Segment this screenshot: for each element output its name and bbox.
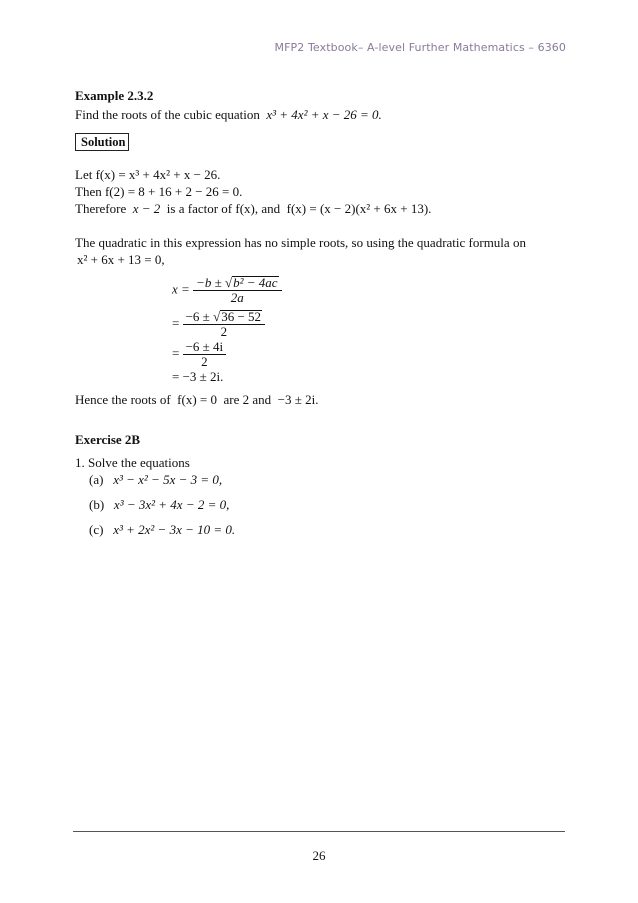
footer-rule [73,831,565,832]
formula-den2: 2 [220,324,228,339]
hence-line [75,392,318,408]
part-b-equation: x³ − 3x² + 4x − 2 = 0, [113,497,230,512]
formula-line-3: = $\frac{-6 \pm 4i}{2}$ [172,340,226,369]
therefore-factor: x − 2 [132,201,161,216]
quadratic-equation: x² + 6x + 13 = 0, [77,252,165,267]
therefore-line [75,201,431,217]
part-c-equation: x³ + 2x² − 3x − 10 = 0. [113,522,236,537]
part-a-label: (a) [89,472,104,487]
problem-text: Find the roots of the cubic equation [75,107,260,122]
formula-line-2: = $\frac{-6 \pm √36 - 52}{2}$ [172,310,265,339]
formula-fraction-2: $\frac{-6 \pm √36 - 52}{2}$ [183,310,265,339]
page-number: 26 [312,848,326,863]
therefore-equation: f(x) = (x − 2)(x² + 6x + 13). [286,201,432,216]
hence-prefix: Hence the roots of [75,392,171,407]
formula-num2-radicand: 36 − 52 [221,309,262,324]
let-equation: f(x) = x³ + 4x² + x − 26. [95,167,221,182]
hence-equation: f(x) = 0 [177,392,217,407]
formula-num1-prefix: −b ± [196,275,222,290]
formula-fraction-3 [183,340,227,369]
therefore-word: Therefore [75,201,127,216]
then-equation: f(2) = 8 + 16 + 2 − 26 = 0. [104,184,243,199]
solution-label: Solution [75,133,129,151]
problem-equation: x³ + 4x² + x − 26 = 0. [266,107,382,122]
formula-lhs: x = [172,281,190,297]
formula-num2-prefix: −6 ± [185,309,210,324]
then-word: Then [75,184,102,199]
let-line [75,167,220,183]
problem-line [75,107,382,123]
example-title: Example 2.3.2 [75,88,154,103]
running-header: MFP2 Textbook– A-level Further Mathematics – 6360 [274,41,566,54]
let-word: Let [75,167,93,182]
exercise-part-a [89,472,222,488]
part-c-label: (c) [89,522,104,537]
formula-line-1 [172,276,282,305]
therefore-mid-text: is a factor of f(x), and [166,201,281,216]
exercise-question: 1. Solve the equations [75,455,190,470]
formula-fraction-1: $\frac{\text{−b ± √b² − 4ac}}{2a}$ [193,276,282,305]
formula-den1: 2a [230,290,244,305]
exercise-title: Exercise 2B [75,432,141,447]
formula-num1-radicand: b² − 4ac [233,275,278,290]
formula-den3: 2 [201,354,208,369]
part-a-equation: x³ − x² − 5x − 3 = 0, [113,472,223,487]
exercise-part-c [89,522,235,538]
formula-num3: −6 ± 4i [183,340,227,355]
then-line [75,184,242,200]
part-b-label: (b) [89,497,105,512]
exercise-part-b [89,497,229,513]
hence-mid: are 2 and [223,392,272,407]
quadratic-text: The quadratic in this expression has no simple roots, so using the quadratic formula on [75,235,526,250]
hence-value: −3 ± 2i. [277,392,319,407]
formula-final: = −3 ± 2i. [172,369,224,384]
